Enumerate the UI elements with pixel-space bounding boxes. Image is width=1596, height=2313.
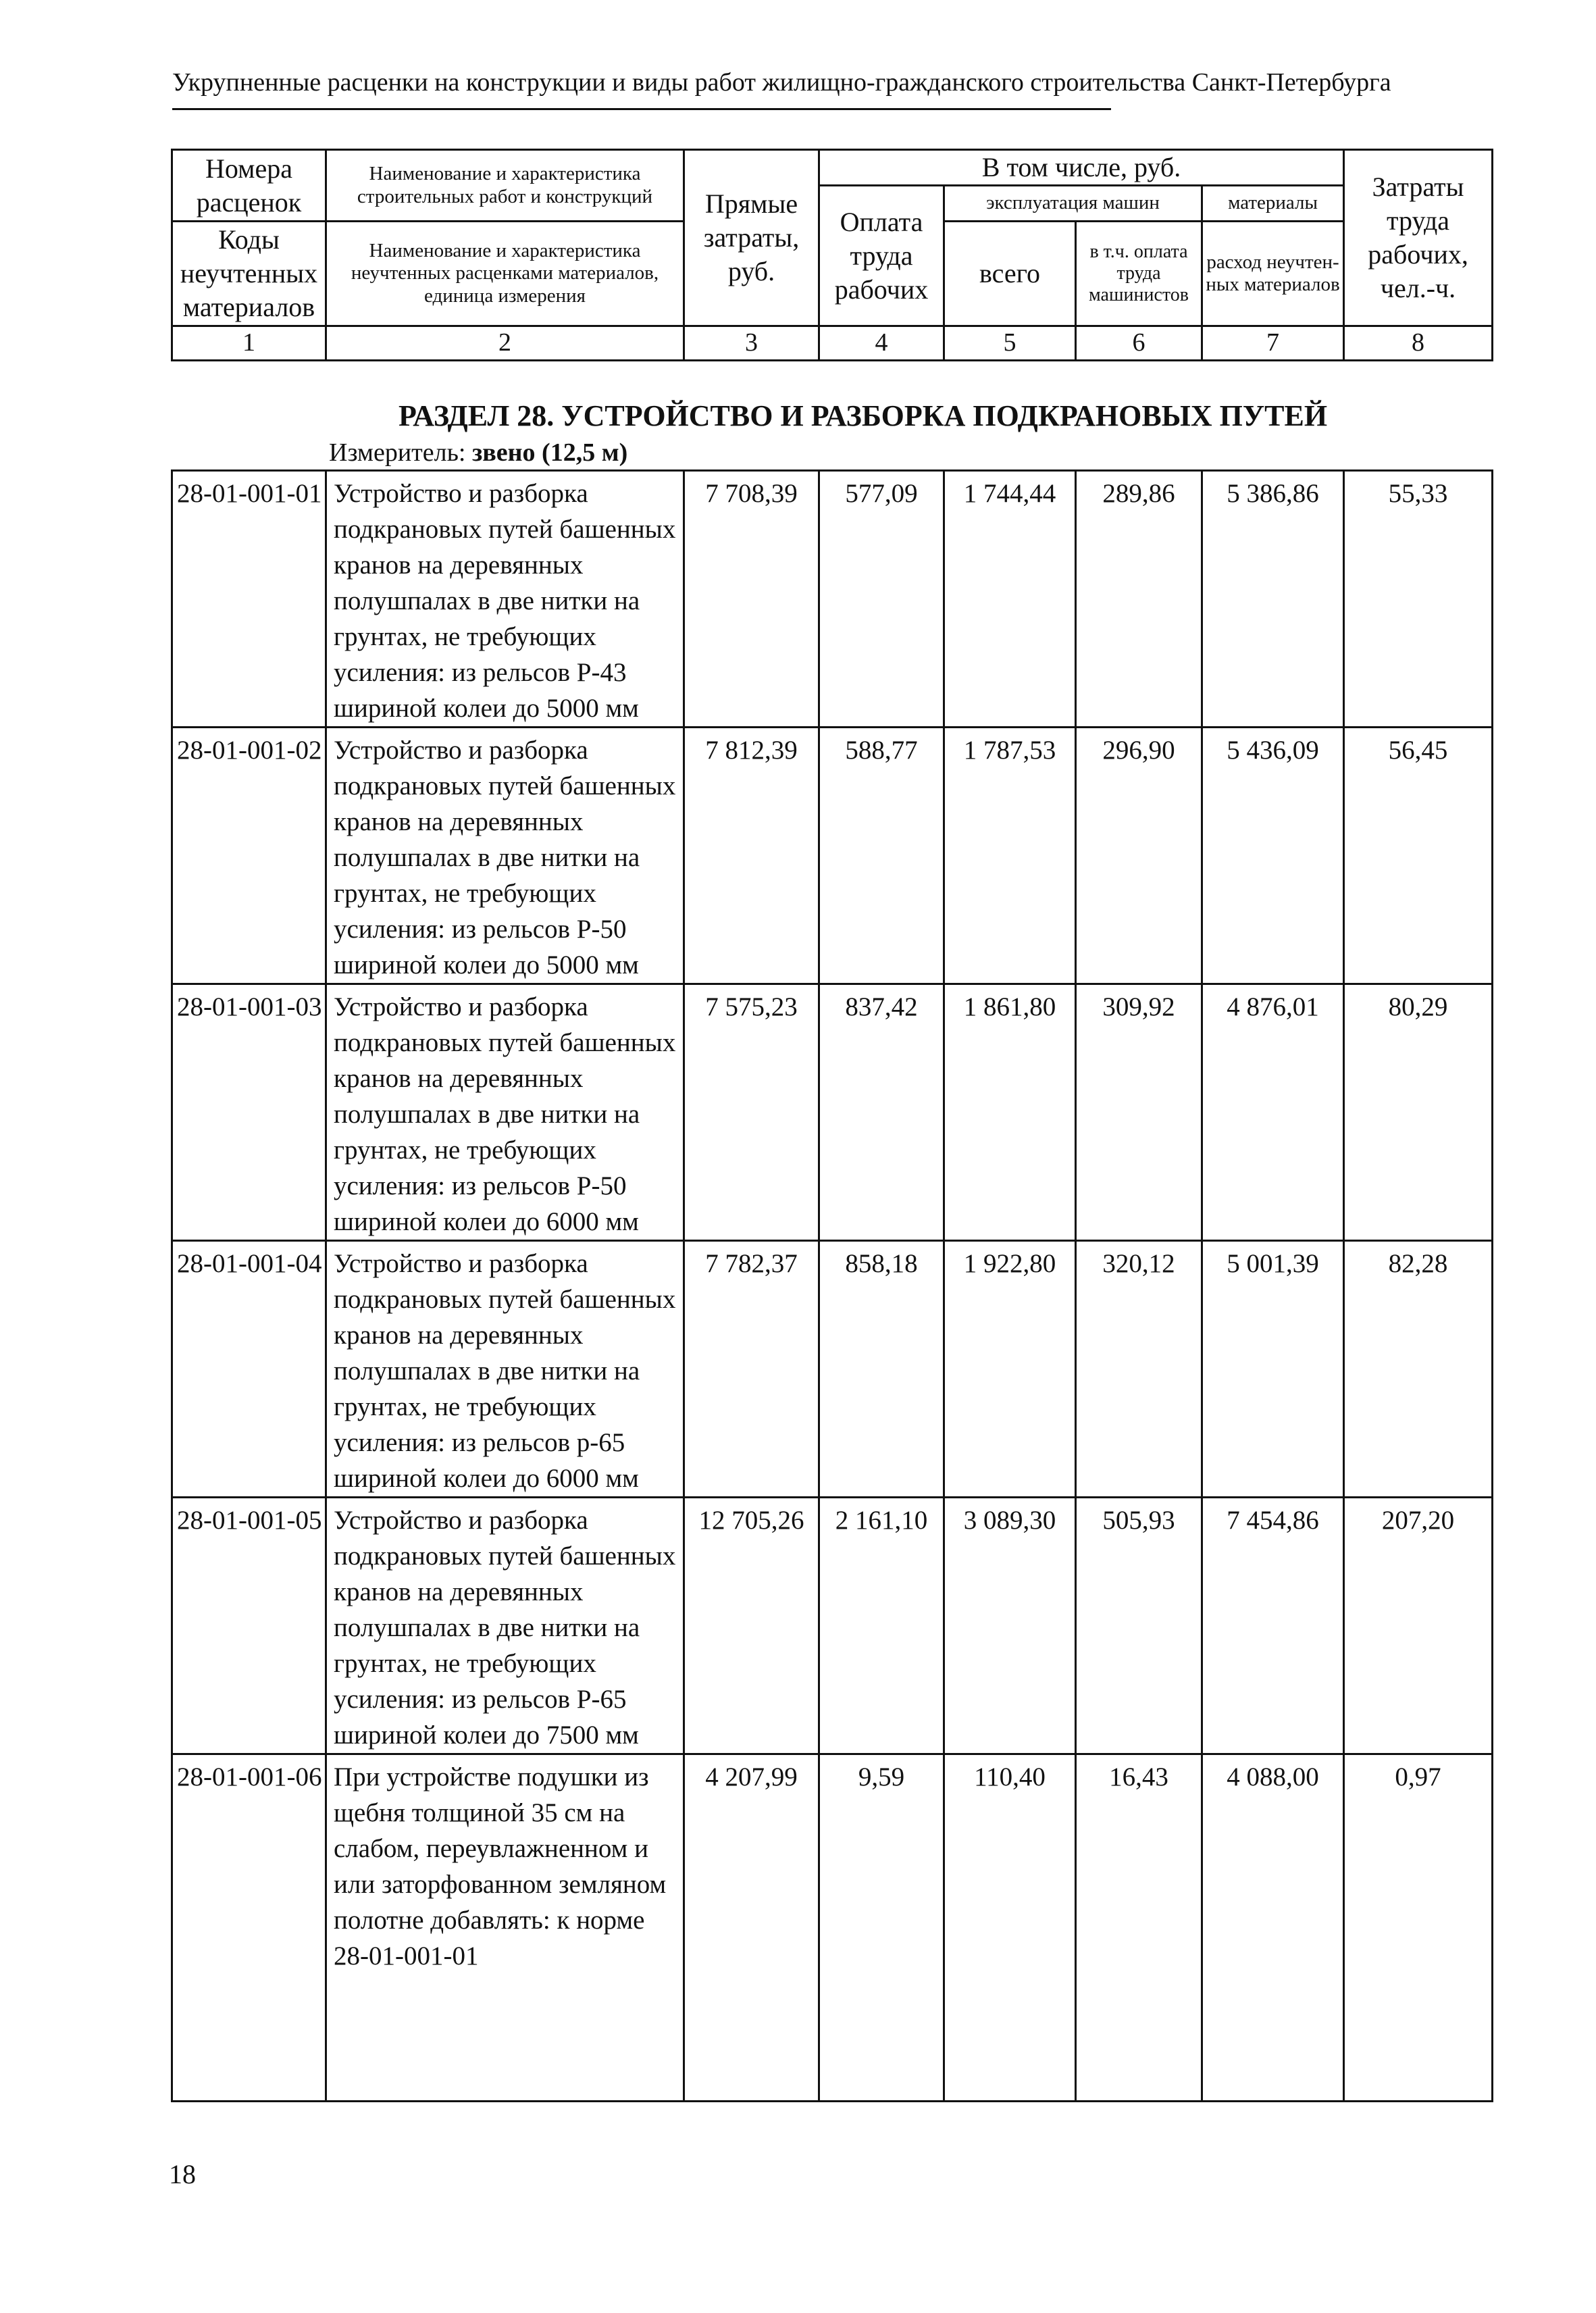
meter-label	[329, 438, 627, 467]
header-machines-total: всего	[944, 222, 1076, 326]
direct-cost: 7 812,39	[684, 728, 819, 984]
page-number: 18	[169, 2159, 196, 2189]
rate-description: Устройство и разборка подкрановых путей башенных кранов на деревянных полушпалах в две нитки на грунтах, не требующих усиления: из рельсов Р-65 шириной колеи до 7500 мм	[326, 1498, 684, 1754]
labor-hours: 207,20	[1344, 1498, 1493, 1754]
column-number: 8	[1344, 326, 1493, 361]
table-row	[172, 728, 1493, 984]
machines-total: 3 089,30	[944, 1498, 1076, 1754]
running-header: Укрупненные расценки на конструкции и виды работ жилищно-гражданского строительства Санкт-Петербурга	[172, 68, 1391, 97]
column-number: 2	[326, 326, 684, 361]
rate-description: Устройство и разборка подкрановых путей башенных кранов на деревянных полушпалах в две нитки на грунтах, не требующих усиления: из рельсов Р-43 шириной колеи до 5000 мм	[326, 471, 684, 728]
header-direct-cost: Прямые затраты, руб.	[684, 150, 819, 326]
materials-cost: 5 001,39	[1202, 1241, 1344, 1498]
labor-hours: 55,33	[1344, 471, 1493, 728]
labor-hours: 82,28	[1344, 1241, 1493, 1498]
rate-description: При устройстве подушки из щебня толщиной 35 см на слабом, переувлажненном и или заторфованном земляном полотне добавлять: к норме 28-01-001-01	[326, 1754, 684, 2102]
column-number: 6	[1076, 326, 1202, 361]
table-row	[172, 471, 1493, 728]
rate-code: 28-01-001-05	[172, 1498, 326, 1754]
labor-pay: 577,09	[819, 471, 944, 728]
labor-hours: 80,29	[1344, 984, 1493, 1241]
table-header	[171, 149, 1493, 361]
labor-pay: 588,77	[819, 728, 944, 984]
labor-pay: 837,42	[819, 984, 944, 1241]
machinist-pay: 16,43	[1076, 1754, 1202, 2102]
direct-cost: 4 207,99	[684, 1754, 819, 2102]
header-group-including: В том числе, руб.	[819, 150, 1344, 186]
machines-total: 1 787,53	[944, 728, 1076, 984]
header-machines-group: эксплуатация машин	[944, 186, 1202, 222]
header-unaccounted-materials: расход неучтен-ных материалов	[1202, 222, 1344, 326]
machines-total: 1 744,44	[944, 471, 1076, 728]
rate-code: 28-01-001-01	[172, 471, 326, 728]
column-number: 1	[172, 326, 326, 361]
machines-total: 1 861,80	[944, 984, 1076, 1241]
column-number: 4	[819, 326, 944, 361]
header-codes: Номера расценок	[172, 150, 326, 222]
header-machinist-pay: в т.ч. оплата труда машинистов	[1076, 222, 1202, 326]
labor-pay: 2 161,10	[819, 1498, 944, 1754]
column-number: 5	[944, 326, 1076, 361]
meter-prefix: Измеритель:	[329, 438, 466, 467]
direct-cost: 7 708,39	[684, 471, 819, 728]
rate-description: Устройство и разборка подкрановых путей башенных кранов на деревянных полушпалах в две нитки на грунтах, не требующих усиления: из рельсов Р-50 шириной колеи до 5000 мм	[326, 728, 684, 984]
direct-cost: 7 575,23	[684, 984, 819, 1241]
direct-cost: 12 705,26	[684, 1498, 819, 1754]
materials-cost: 5 436,09	[1202, 728, 1344, 984]
materials-cost: 4 088,00	[1202, 1754, 1344, 2102]
materials-cost: 5 386,86	[1202, 471, 1344, 728]
rates-table	[171, 469, 1493, 2102]
table-row	[172, 1754, 1493, 2102]
labor-pay: 9,59	[819, 1754, 944, 2102]
direct-cost: 7 782,37	[684, 1241, 819, 1498]
rate-code: 28-01-001-04	[172, 1241, 326, 1498]
header-materials-group: материалы	[1202, 186, 1344, 222]
header-labor-pay: Оплата труда рабочих	[819, 186, 944, 326]
table-row	[172, 984, 1493, 1241]
table-row	[172, 1241, 1493, 1498]
rate-code: 28-01-001-03	[172, 984, 326, 1241]
header-unaccounted-codes: Коды неучтенных материалов	[172, 222, 326, 326]
column-number: 3	[684, 326, 819, 361]
rate-description: Устройство и разборка подкрановых путей башенных кранов на деревянных полушпалах в две нитки на грунтах, не требующих усиления: из рельсов р-65 шириной колеи до 6000 мм	[326, 1241, 684, 1498]
labor-hours: 0,97	[1344, 1754, 1493, 2102]
labor-pay: 858,18	[819, 1241, 944, 1498]
machines-total: 110,40	[944, 1754, 1076, 2102]
materials-cost: 7 454,86	[1202, 1498, 1344, 1754]
header-unaccounted-name: Наименование и характеристика неучтенных расценками материалов, единица измерения	[326, 222, 684, 326]
rate-code: 28-01-001-02	[172, 728, 326, 984]
table-row	[172, 1498, 1493, 1754]
machinist-pay: 505,93	[1076, 1498, 1202, 1754]
section-title: РАЗДЕЛ 28. УСТРОЙСТВО И РАЗБОРКА ПОДКРАНОВЫХ ПУТЕЙ	[398, 399, 1328, 432]
column-number: 7	[1202, 326, 1344, 361]
header-labor-hours: Затраты труда рабочих, чел.-ч.	[1344, 150, 1493, 326]
machinist-pay: 289,86	[1076, 471, 1202, 728]
labor-hours: 56,45	[1344, 728, 1493, 984]
machines-total: 1 922,80	[944, 1241, 1076, 1498]
header-rule	[172, 108, 1111, 110]
machinist-pay: 296,90	[1076, 728, 1202, 984]
machinist-pay: 309,92	[1076, 984, 1202, 1241]
rate-description: Устройство и разборка подкрановых путей башенных кранов на деревянных полушпалах в две нитки на грунтах, не требующих усиления: из рельсов Р-50 шириной колеи до 6000 мм	[326, 984, 684, 1241]
rate-code: 28-01-001-06	[172, 1754, 326, 2102]
header-work-name: Наименование и характеристика строительных работ и конструкций	[326, 150, 684, 222]
meter-value: звено (12,5 м)	[472, 438, 628, 467]
materials-cost: 4 876,01	[1202, 984, 1344, 1241]
machinist-pay: 320,12	[1076, 1241, 1202, 1498]
